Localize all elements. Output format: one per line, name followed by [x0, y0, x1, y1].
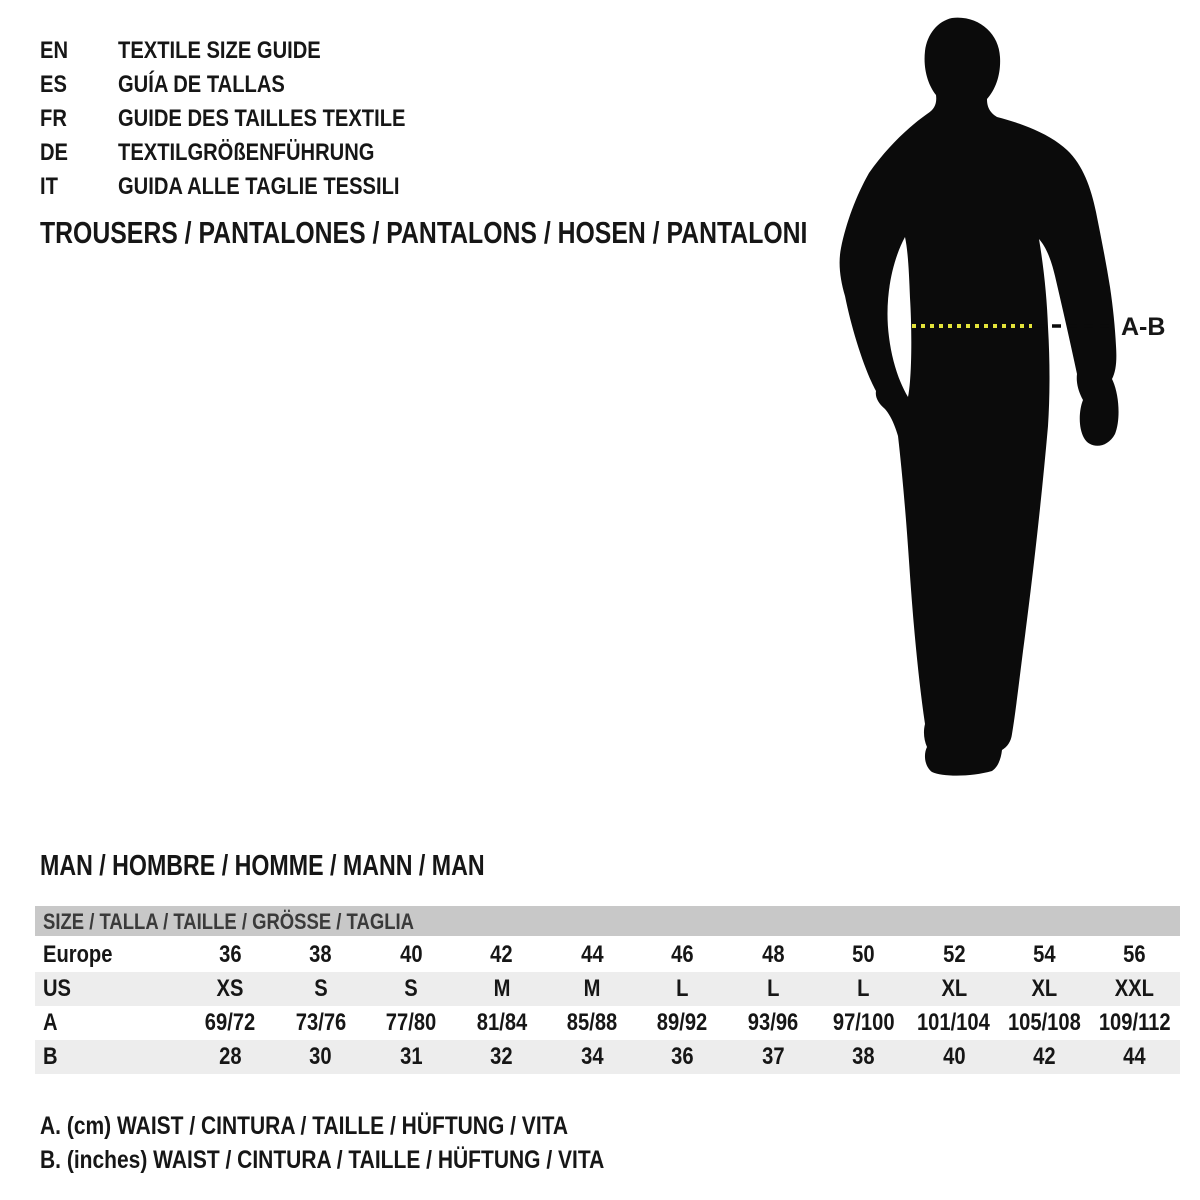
- size-cell: L: [676, 975, 689, 1002]
- language-code: DE: [40, 139, 69, 166]
- size-row-us: [35, 972, 1180, 1006]
- size-cell: 40: [942, 1043, 966, 1070]
- language-code: FR: [40, 105, 67, 132]
- size-cell: XS: [216, 975, 244, 1002]
- language-label: TEXTILGRÖßENFÜHRUNG: [118, 139, 375, 166]
- size-cell: 81/84: [476, 1009, 527, 1036]
- size-table-header: SIZE / TALLA / TAILLE / GRÖSSE / TAGLIA: [35, 906, 1180, 936]
- size-cell: 36: [219, 941, 242, 968]
- size-cell: 101/104: [917, 1009, 991, 1036]
- language-code: IT: [40, 173, 58, 200]
- size-cell: M: [493, 975, 510, 1002]
- language-label: TEXTILE SIZE GUIDE: [118, 37, 321, 64]
- size-cell: XL: [1031, 975, 1058, 1002]
- size-cell: S: [313, 975, 328, 1002]
- measure-label-ab: A-B: [1121, 313, 1166, 341]
- size-cell: 36: [671, 1043, 694, 1070]
- language-code: ES: [40, 71, 67, 98]
- man-silhouette-shape: [840, 18, 1119, 776]
- size-cell: 77/80: [385, 1009, 437, 1036]
- size-table: [35, 906, 1180, 1074]
- size-cell: 38: [852, 1043, 875, 1070]
- row-label: US: [43, 975, 72, 1002]
- size-cell: 89/92: [657, 1009, 708, 1036]
- size-cell: 42: [1033, 1043, 1056, 1070]
- legend-line-b: B. (inches) WAIST / CINTURA / TAILLE / HÜFTUNG / VITA: [40, 1146, 605, 1174]
- size-cell: 56: [1123, 941, 1146, 968]
- size-cell: L: [857, 975, 870, 1002]
- size-cell: 54: [1033, 941, 1056, 968]
- category-title: TROUSERS / PANTALONES / PANTALONS / HOSEN / PANTALONI: [40, 215, 808, 250]
- size-cell: 85/88: [566, 1009, 618, 1036]
- row-label: B: [43, 1043, 58, 1070]
- size-cell: 40: [399, 941, 423, 968]
- legend-line-a: A. (cm) WAIST / CINTURA / TAILLE / HÜFTUNG / VITA: [40, 1112, 569, 1140]
- size-cell: 73/76: [295, 1009, 346, 1036]
- size-cell: 69/72: [204, 1009, 256, 1036]
- size-cell: 50: [852, 941, 875, 968]
- size-row-europe: [35, 938, 1180, 972]
- size-cell: 97/100: [832, 1009, 895, 1036]
- size-cell: 42: [490, 941, 513, 968]
- size-cell: 52: [942, 941, 966, 968]
- section-title-man: MAN / HOMBRE / HOMME / MANN / MAN: [40, 850, 485, 882]
- size-cell: 30: [309, 1043, 332, 1070]
- size-cell: L: [766, 975, 780, 1002]
- size-cell: 93/96: [747, 1009, 799, 1036]
- size-cell: 28: [219, 1043, 242, 1070]
- size-cell: 34: [580, 1043, 604, 1070]
- language-code: EN: [40, 37, 69, 64]
- size-cell: 37: [761, 1043, 785, 1070]
- size-cell: 44: [1123, 1043, 1146, 1070]
- size-cell: 31: [399, 1043, 423, 1070]
- size-cell: XXL: [1115, 975, 1155, 1002]
- size-cell: 44: [580, 941, 604, 968]
- row-label: A: [43, 1009, 58, 1036]
- size-cell: 48: [761, 941, 785, 968]
- size-cell: 105/108: [1007, 1009, 1081, 1036]
- language-label: GUIDA ALLE TAGLIE TESSILI: [118, 173, 400, 200]
- size-cell: 109/112: [1098, 1009, 1171, 1036]
- language-label: GUIDE DES TAILLES TEXTILE: [118, 105, 406, 132]
- size-row-b-inches: [35, 1040, 1180, 1074]
- size-cell: 38: [309, 941, 332, 968]
- language-label: GUÍA DE TALLAS: [118, 71, 285, 98]
- size-cell: S: [404, 975, 418, 1002]
- row-label: Europe: [43, 941, 113, 968]
- size-cell: M: [583, 975, 601, 1002]
- size-cell: 32: [490, 1043, 513, 1070]
- size-row-a-cm: [35, 1006, 1180, 1040]
- size-cell: XL: [940, 975, 967, 1002]
- size-cell: 46: [671, 941, 694, 968]
